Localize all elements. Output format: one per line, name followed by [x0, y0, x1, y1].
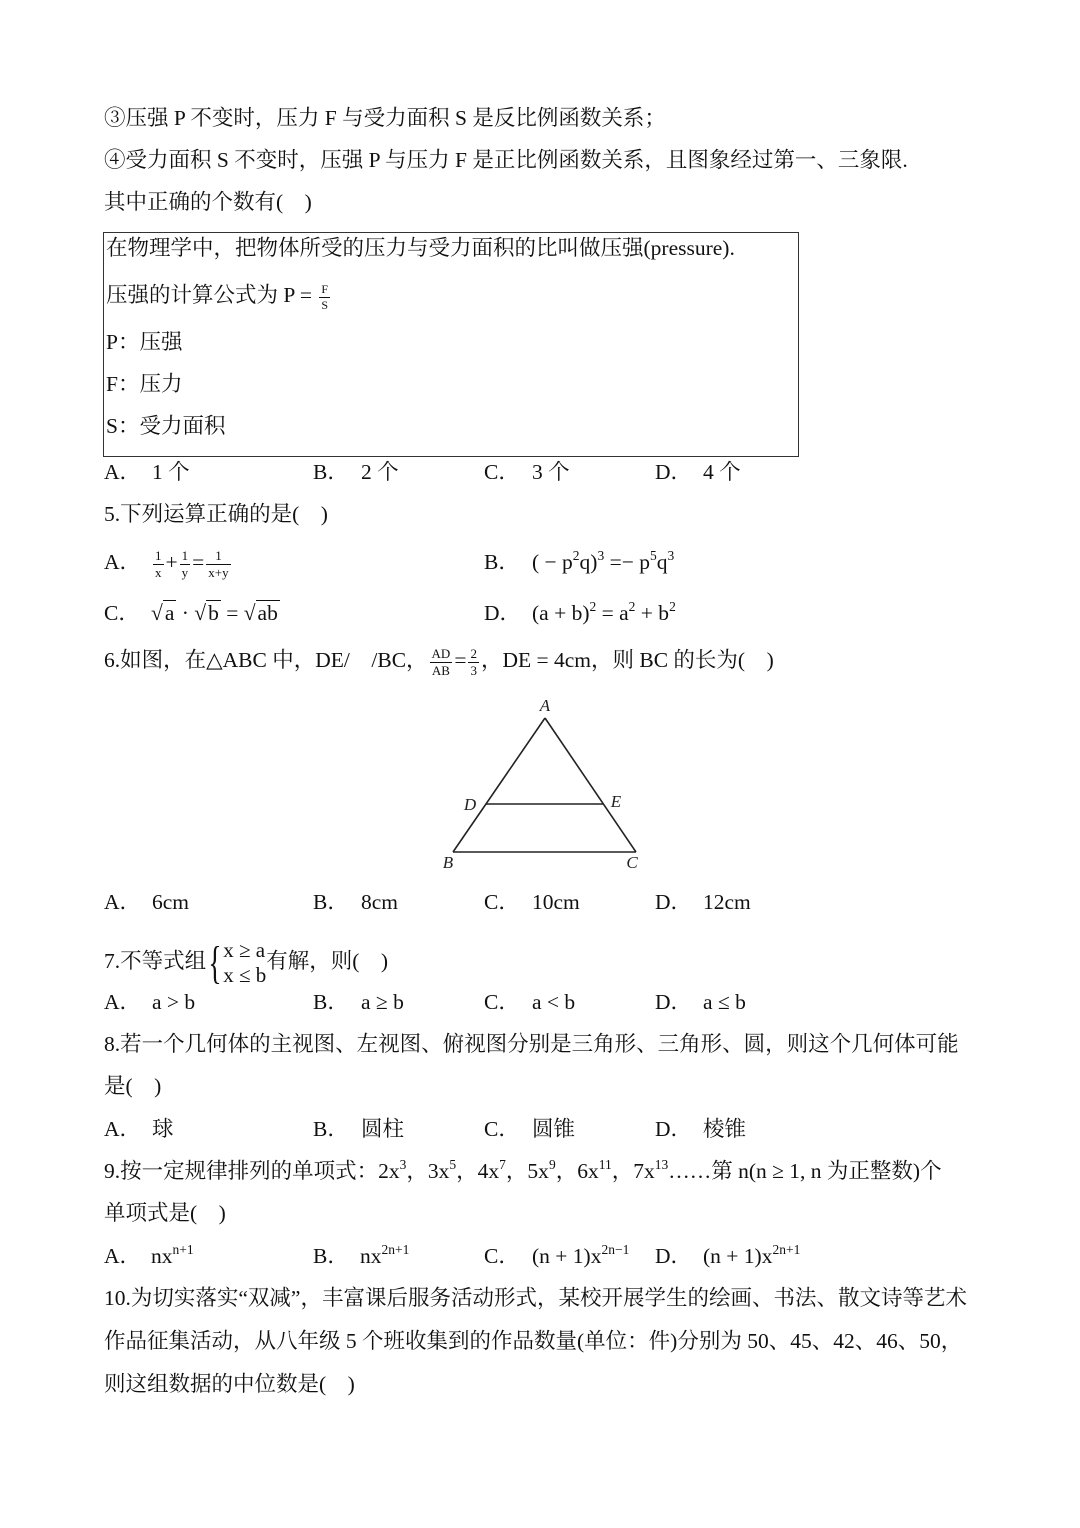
radical-sign: √ — [243, 601, 256, 625]
q6-option-a: A． 6cm — [104, 890, 190, 914]
q6-options — [0, 888, 1080, 916]
side-ab — [453, 718, 545, 852]
fraction-two-thirds: $\frac{2}{3}$ — [470, 645, 477, 678]
radical-sign: √ — [194, 601, 207, 625]
fraction-ad-ab: $\frac{AD}{AB}$ — [431, 645, 451, 678]
radical-sign: √ — [151, 601, 163, 625]
inequality-system — [206, 938, 266, 988]
q5-option-c: C． √a · √b = √ab — [104, 601, 278, 625]
q8-option-c: C． 圆锥 — [484, 1117, 576, 1141]
info-formula: 压强的计算公式为 P = $\frac{F}{S}$ — [106, 281, 329, 312]
inequality-row-1: x ≥ a — [223, 938, 266, 962]
q6-option-b: B． 8cm — [313, 890, 399, 914]
q8-stem-line-1: 8.若一个几何体的主视图、左视图、俯视图分别是三角形、三角形、圆，则这个几何体可能 — [104, 1032, 959, 1056]
q4-option-c: C． 3 个 — [484, 460, 570, 484]
q6-stem: 6.如图，在△ABC 中，DE/ /BC， $\frac{AD}{AB}$ = $\frac{2}{3}$ ，DE = 4cm，则 BC 的长为( ) — [104, 645, 774, 678]
q4-prompt: 其中正确的个数有( ) — [104, 190, 312, 214]
info-definition: 在物理学中，把物体所受的压力与受力面积的比叫做压强(pressure). — [106, 236, 735, 260]
info-box — [103, 232, 799, 457]
q6-option-c: C． 10cm — [484, 890, 580, 914]
q9-stem-line-1: 9.按一定规律排列的单项式：$2x^3$，$3x^5$，$4x^7$，$5x^9$，$6x^{11}$，$7x^{13}\dots\dots$第 n(n ≥ 1, n 为正整数)个 — [104, 1157, 942, 1183]
fraction: $\frac{1}{y}$ — [181, 547, 189, 580]
q4-option-b: B． 2 个 — [313, 460, 399, 484]
legend-p: P：压强 — [106, 330, 183, 354]
formula-fraction — [319, 283, 330, 312]
label-d: D — [463, 795, 477, 814]
side-ac — [545, 718, 636, 852]
q10-stem-line-2: 作品征集活动，从八年级 5 个班收集到的作品数量(单位：件)分别为 50、45、42、46、50， — [104, 1329, 963, 1353]
statement-3: ③压强 P 不变时，压力 F 与受力面积 S 是反比例函数关系； — [104, 106, 666, 130]
label-c: C — [626, 853, 638, 872]
q10-stem-line-1: 10.为切实落实“双减”，丰富课后服务活动形式，某校开展学生的绘画、书法、散文诗等艺术 — [104, 1286, 967, 1310]
q7-stem: 7.不等式组{ x ≥ a x ≤ b 有解，则( ) — [104, 937, 389, 988]
q9-options — [0, 1242, 1080, 1270]
q7-options — [0, 988, 1080, 1016]
q9-option-b: B． $nx^{2n+1}$ — [313, 1242, 410, 1268]
legend-s: S：受力面积 — [106, 414, 226, 438]
inequality-row-2: x ≤ b — [223, 963, 267, 987]
q5-option-d: D． $(a + b)^2 = a^2 + b^2$ — [484, 599, 676, 625]
q5-options-row-2 — [0, 599, 1080, 627]
legend-f: F：压力 — [106, 372, 183, 396]
q6-option-d: D． 12cm — [655, 890, 751, 914]
q8-options — [0, 1115, 1080, 1143]
q9-option-a: A． $nx^{n+1}$ — [104, 1242, 194, 1268]
q8-option-d: D． 棱锥 — [655, 1117, 747, 1141]
triangle-figure — [430, 690, 660, 880]
q5-stem: 5.下列运算正确的是( ) — [104, 502, 328, 526]
q5-option-b: B． ( − $p^2q)^3 =- p^5q^3$ — [484, 548, 675, 574]
q7-option-c: C． a < b — [484, 990, 576, 1014]
q10-stem-line-3: 则这组数据的中位数是( ) — [104, 1372, 355, 1396]
q4-option-d: D． 4 个 — [655, 460, 741, 484]
q9-option-c: C． $(n + 1)x^{2n-1}$ — [484, 1242, 630, 1268]
label-e: E — [610, 792, 622, 811]
statement-4: ④受力面积 S 不变时，压强 P 与压力 F 是正比例函数关系，且图象经过第一、三象限. — [104, 148, 908, 172]
label-b: B — [442, 853, 454, 872]
q4-option-a: A． 1 个 — [104, 460, 190, 484]
q8-stem-line-2: 是( ) — [104, 1074, 162, 1098]
q7-option-a: A． a > b — [104, 990, 196, 1014]
label-a: A — [539, 696, 551, 715]
formula-numerator: F — [321, 281, 329, 296]
fraction: $\frac{1}{x+y}$ — [208, 547, 229, 580]
q5-options-row-1 — [0, 547, 1080, 580]
q7-option-d: D． a ≤ b — [655, 990, 746, 1014]
q9-stem-line-2: 单项式是( ) — [104, 1201, 226, 1225]
q4-options — [0, 458, 1080, 486]
q8-option-a: A． 球 — [104, 1117, 174, 1141]
q8-option-b: B． 圆柱 — [313, 1117, 405, 1141]
q9-option-d: D． $(n + 1)x^{2n+1}$ — [655, 1242, 801, 1268]
formula-denominator: S — [321, 297, 329, 312]
q7-option-b: B． a ≥ b — [313, 990, 404, 1014]
brace: { — [208, 937, 222, 988]
q5-option-a: A． $\frac{1}{x}$ + $\frac{1}{y}$ = $\frac{1}{x+y}$ — [104, 547, 229, 580]
fraction: $\frac{1}{x}$ — [155, 547, 162, 580]
